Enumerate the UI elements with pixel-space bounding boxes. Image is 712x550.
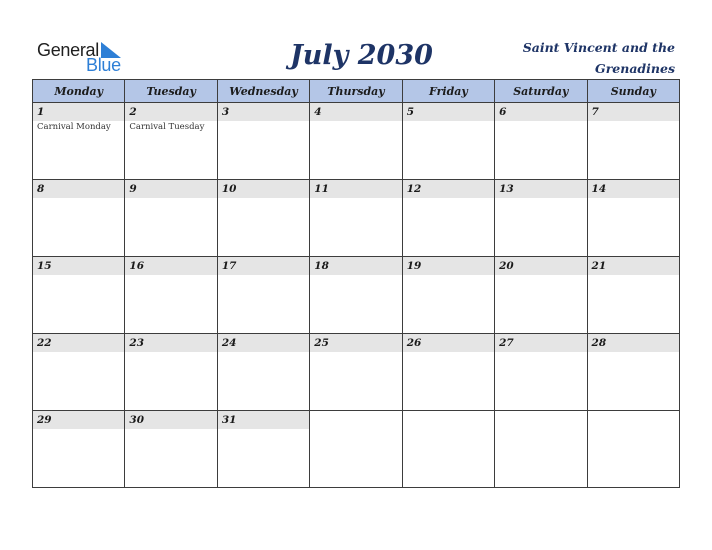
day-cell	[310, 257, 402, 334]
day-number: 6	[499, 106, 507, 118]
day-cell	[402, 334, 494, 411]
day-number-bar	[33, 257, 124, 275]
day-cell	[125, 411, 217, 488]
holiday-label: Carnival Tuesday	[129, 122, 205, 132]
day-number-bar	[588, 257, 679, 275]
day-number-bar	[403, 257, 494, 275]
weekday-friday: Friday	[402, 80, 494, 103]
calendar-grid	[32, 79, 680, 488]
day-cell	[310, 411, 402, 488]
day-number-bar	[218, 257, 309, 275]
day-number-bar	[403, 334, 494, 352]
day-number-bar	[125, 103, 216, 121]
day-number-bar	[403, 180, 494, 198]
logo	[37, 40, 127, 74]
day-cell	[402, 103, 494, 180]
day-number: 16	[129, 260, 145, 272]
day-number: 10	[221, 183, 237, 195]
day-cell	[402, 180, 494, 257]
day-number-bar	[33, 103, 124, 121]
day-number: 19	[406, 260, 422, 272]
day-cell	[402, 257, 494, 334]
day-number: 22	[37, 337, 52, 349]
day-number: 11	[314, 183, 329, 195]
day-cell	[310, 180, 402, 257]
day-number: 30	[129, 414, 145, 426]
day-cell	[125, 334, 217, 411]
day-number: 17	[221, 260, 237, 272]
day-number: 31	[221, 414, 237, 426]
day-number: 29	[37, 414, 52, 426]
day-number-bar	[588, 103, 679, 121]
day-number-bar	[310, 180, 401, 198]
day-number: 21	[591, 260, 607, 272]
day-cell	[33, 180, 125, 257]
day-number: 9	[129, 183, 137, 195]
day-cell	[587, 334, 679, 411]
country-name	[505, 37, 675, 79]
day-cell	[587, 180, 679, 257]
week-row	[33, 334, 680, 411]
day-number-bar	[33, 180, 124, 198]
day-number: 20	[499, 260, 514, 272]
day-cell	[495, 180, 587, 257]
day-cell	[217, 103, 309, 180]
weekday-thursday: Thursday	[310, 80, 402, 103]
day-cell	[217, 334, 309, 411]
country-line-1: Saint Vincent and the	[522, 40, 675, 55]
day-number: 18	[314, 260, 329, 272]
day-number: 7	[591, 106, 599, 118]
holiday-label: Carnival Monday	[37, 122, 111, 132]
day-cell	[495, 103, 587, 180]
day-cell	[495, 411, 587, 488]
day-cell	[33, 411, 125, 488]
day-number-bar	[125, 411, 216, 429]
day-cell	[587, 257, 679, 334]
logo-text-general: General	[37, 40, 99, 60]
day-cell	[402, 411, 494, 488]
day-number: 15	[37, 260, 52, 272]
day-number: 8	[37, 183, 45, 195]
weekday-header-row	[33, 80, 680, 103]
day-number: 24	[221, 337, 237, 349]
weekday-saturday: Saturday	[495, 80, 587, 103]
day-number-bar	[218, 334, 309, 352]
day-number-bar	[310, 103, 401, 121]
week-row	[33, 411, 680, 488]
day-number-bar	[310, 334, 401, 352]
day-number-bar	[495, 257, 586, 275]
day-cell	[217, 411, 309, 488]
day-cell	[33, 334, 125, 411]
weekday-sunday: Sunday	[587, 80, 679, 103]
day-number-bar	[310, 257, 401, 275]
day-cell	[495, 257, 587, 334]
day-number: 14	[591, 183, 607, 195]
day-number-bar	[588, 180, 679, 198]
week-row	[33, 257, 680, 334]
day-number-bar	[218, 103, 309, 121]
calendar-body	[33, 103, 680, 488]
day-cell	[217, 180, 309, 257]
country-line-2: Grenadines	[595, 61, 675, 76]
day-cell	[587, 103, 679, 180]
day-number-bar	[495, 334, 586, 352]
day-number: 28	[591, 337, 607, 349]
day-cell	[217, 257, 309, 334]
day-cell	[125, 103, 217, 180]
day-cell	[587, 411, 679, 488]
day-number: 13	[499, 183, 514, 195]
day-number-bar	[403, 103, 494, 121]
day-number: 26	[406, 337, 422, 349]
day-number-bar	[218, 411, 309, 429]
day-number: 27	[499, 337, 514, 349]
day-number-bar	[125, 180, 216, 198]
day-number: 25	[314, 337, 329, 349]
day-number: 23	[129, 337, 145, 349]
day-number-bar	[218, 180, 309, 198]
weekday-wednesday: Wednesday	[217, 80, 309, 103]
weekday-monday: Monday	[33, 80, 125, 103]
day-number: 2	[129, 106, 137, 118]
weekday-tuesday: Tuesday	[125, 80, 217, 103]
day-cell	[310, 334, 402, 411]
day-number-bar	[125, 257, 216, 275]
day-number: 3	[221, 106, 230, 118]
day-number-bar	[495, 103, 586, 121]
day-cell	[310, 103, 402, 180]
day-number-bar	[33, 334, 124, 352]
day-number-bar	[125, 334, 216, 352]
day-cell	[33, 103, 125, 180]
day-cell	[33, 257, 125, 334]
day-number-bar	[33, 411, 124, 429]
day-number-bar	[588, 334, 679, 352]
day-cell	[125, 257, 217, 334]
page-title: July 2030	[290, 40, 433, 71]
day-cell	[495, 334, 587, 411]
week-row	[33, 180, 680, 257]
day-number: 4	[314, 106, 322, 118]
week-row	[33, 103, 680, 180]
day-number: 12	[406, 183, 422, 195]
day-number: 5	[406, 106, 414, 118]
day-cell	[125, 180, 217, 257]
day-number: 1	[37, 106, 45, 118]
logo-text-blue: Blue	[86, 55, 121, 75]
day-number-bar	[495, 180, 586, 198]
